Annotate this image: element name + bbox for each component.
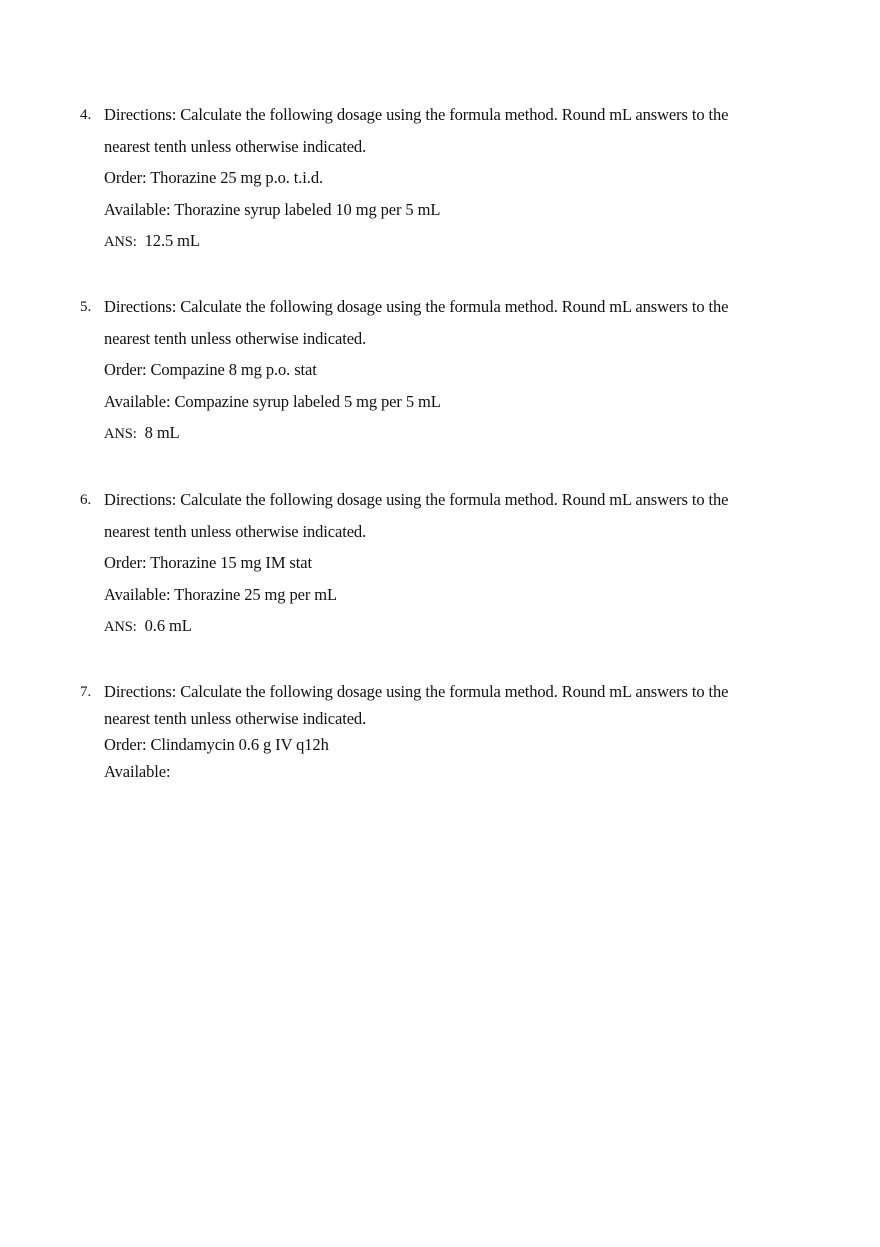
directions-line-2: nearest tenth unless otherwise indicated. bbox=[104, 136, 367, 156]
question-number: 6. bbox=[80, 492, 92, 508]
answer-value: 12.5 mL bbox=[144, 231, 200, 250]
directions-line-2: nearest tenth unless otherwise indicated. bbox=[104, 708, 367, 728]
order-line: Order: Thorazine 25 mg p.o. t.i.d. bbox=[104, 168, 323, 187]
available-line: Available: Thorazine 25 mg per mL bbox=[104, 584, 337, 604]
question-body bbox=[104, 298, 784, 456]
directions-line-1: Directions: Calculate the following dosage using the formula method. Round mL answers to the bbox=[104, 105, 729, 124]
available-line: Available: Thorazine syrup labeled 10 mg per 5 mL bbox=[104, 199, 441, 219]
answer-value: 8 mL bbox=[144, 423, 180, 442]
order-line: Order: Compazine 8 mg p.o. stat bbox=[104, 360, 317, 379]
available-line: Available: bbox=[104, 761, 171, 781]
directions-line-1: Directions: Calculate the following dosage using the formula method. Round mL answers to the bbox=[104, 682, 729, 701]
answer-line bbox=[104, 617, 784, 649]
answer-line bbox=[104, 424, 784, 456]
question-body bbox=[104, 106, 784, 264]
directions-line-1: Directions: Calculate the following dosage using the formula method. Round mL answers to the bbox=[104, 297, 729, 316]
order-line: Order: Thorazine 15 mg IM stat bbox=[104, 553, 312, 572]
directions-line-1: Directions: Calculate the following dosage using the formula method. Round mL answers to the bbox=[104, 490, 729, 509]
question-body bbox=[104, 683, 784, 789]
answer-value: 0.6 mL bbox=[144, 616, 192, 635]
answer-line bbox=[104, 232, 784, 264]
answer-label: ANS: bbox=[104, 234, 137, 250]
available-line: Available: Compazine syrup labeled 5 mg per 5 mL bbox=[104, 391, 441, 411]
question-number: 5. bbox=[80, 299, 92, 315]
directions-line-2: nearest tenth unless otherwise indicated. bbox=[104, 328, 367, 348]
question-number: 4. bbox=[80, 107, 92, 123]
directions-line-2: nearest tenth unless otherwise indicated. bbox=[104, 521, 367, 541]
question-number: 7. bbox=[80, 684, 92, 700]
answer-label: ANS: bbox=[104, 619, 137, 635]
order-line: Order: Clindamycin 0.6 g IV q12h bbox=[104, 735, 329, 754]
answer-label: ANS: bbox=[104, 426, 137, 442]
question-body bbox=[104, 491, 784, 649]
